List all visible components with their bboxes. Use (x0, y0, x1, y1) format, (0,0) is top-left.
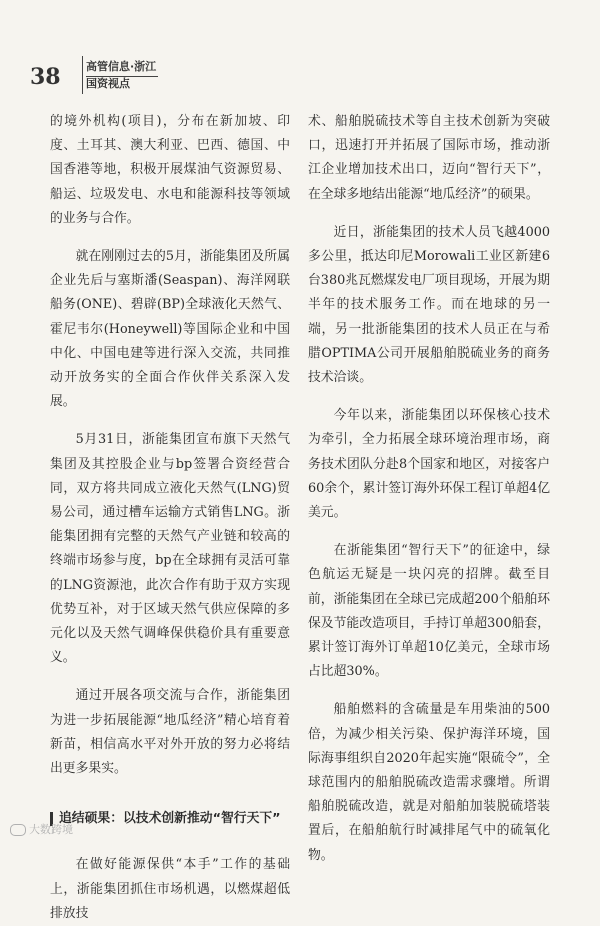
left-paragraph-4: 通过开展各项交流与合作，浙能集团为进一步拓展能源“地瓜经济”精心培育着新苗，相信高水平对外开放的努力必将结出更多果实。 (50, 688, 290, 777)
right-paragraph-3: 今年以来，浙能集团以环保核心技术为牵引，全力拓展全球环境治理市场，商务技术团队分赴8个国家和地区，对接客户60余个，累计签订海外环保工程订单超4亿美元。 (308, 408, 550, 521)
header-line-2: 国资视点 (86, 77, 130, 90)
section-heading (50, 807, 290, 831)
right-paragraph-2: 近日，浙能集团的技术人员飞越4000多公里，抵达印尼Morowali工业区新建6台380兆瓦燃煤发电厂项目现场，开展为期半年的技术服务工作。而在地球的另一端，另一批浙能集团的技术人员正在与希腊OPTIMA公司开展船舶脱硫业务的商务技术洽谈。 (308, 224, 550, 386)
watermark (10, 821, 73, 837)
section-heading-text: 追结硕果：以技术创新推动“智行天下” (59, 811, 281, 827)
running-header (86, 58, 156, 92)
left-paragraph-5: 在做好能源保供“本手”工作的基础上，浙能集团抓住市场机遇，以燃煤超低排放技 (50, 857, 290, 921)
header-line-1: 高管信息·浙江 (86, 60, 157, 73)
right-paragraph-4: 在浙能集团“智行天下”的征途中，绿色航运无疑是一块闪亮的招牌。截至目前，浙能集团在全球已完成超200个船舶环保及节能改造项目，手持订单超300船套，累计签订海外订单超10亿美元，全球市场占比超30%。 (308, 543, 550, 680)
left-paragraph-3: 5月31日，浙能集团宣布旗下天然气集团及其控股企业与bp签署合资经营合同，双方将共同成立液化天然气(LNG)贸易公司，通过槽车运输方式销售LNG。浙能集团拥有完整的天然气产业链和较高的终端市场参与度，bp在全球拥有灵活可靠的LNG资源池，此次合作有助于双方实现优势互补，对于区域天然气供应保障的多元化以及天然气调峰保供稳价具有重要意义。 (50, 432, 290, 666)
header-divider (82, 56, 83, 94)
watermark-logo-icon (10, 824, 26, 836)
left-paragraph-1: 的境外机构(项目)，分布在新加坡、印度、土耳其、澳大利亚、巴西、德国、中国香港等地，积极开展煤油气资源贸易、船运、垃圾发电、水电和能源科技等领域的业务与合作。 (50, 114, 290, 226)
right-paragraph-5: 船舶燃料的含硫量是车用柴油的500倍，为减少相关污染、保护海洋环境，国际海事组织自2020年起实施“限硫令”，全球范围内的船舶脱硫改造需求骤增。所谓船舶脱硫改造，就是对船舶加装脱硫塔装置后，在船舶航行时减排尾气中的硫氧化物。 (308, 702, 550, 863)
page-number: 38 (30, 64, 61, 90)
right-paragraph-1: 术、船舶脱硫技术等自主技术创新为突破口，迅速打开并拓展了国际市场，推动浙江企业增加技术出口，迈向“智行天下”，在全球多地结出能源“地瓜经济”的硕果。 (308, 114, 550, 202)
watermark-text: 大数跨境 (29, 823, 73, 836)
left-column (50, 110, 290, 926)
right-column (308, 110, 550, 868)
left-paragraph-2: 就在刚刚过去的5月，浙能集团及所属企业先后与塞斯潘(Seaspan)、海洋网联船务(ONE)、碧辟(BP)全球液化天然气、霍尼韦尔(Honeywell)等国际企业和中国中化、中国电建等进行深入交流，共同推动开放务实的全面合作伙伴关系深入发展。 (50, 249, 290, 410)
